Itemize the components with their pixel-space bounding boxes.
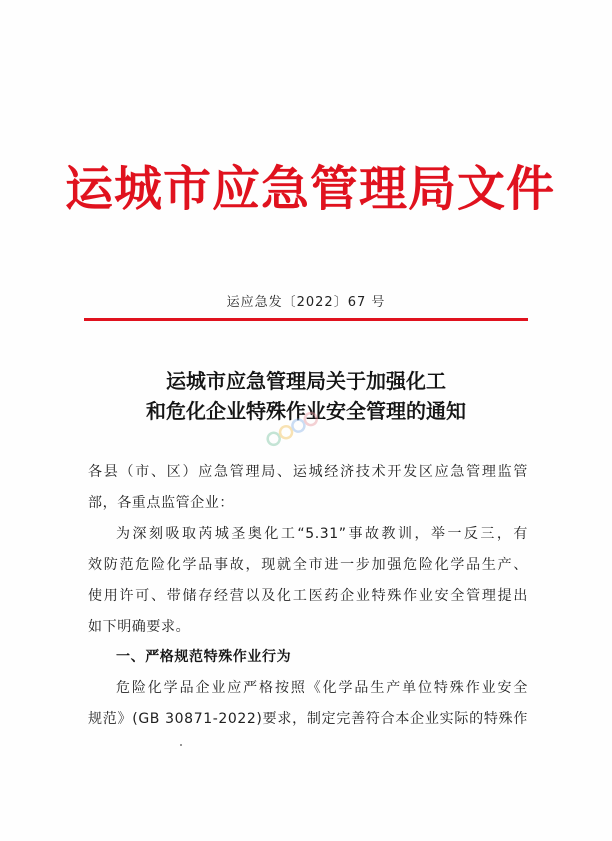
org-header-title: 运城市应急管理局文件 [64,161,555,217]
recipients-line-1: 各县（市、区）应急管理局、运城经济技术开发区应急管理监管 [88,464,528,480]
intro-paragraph-line-3: 使用许可、带储存经营以及化工医药企业特殊作业安全管理提出 [88,588,528,604]
document-number: 运应急发〔2022〕67 号 [226,295,386,310]
section-1-line-1: 危险化学品企业应严格按照《化学品生产单位特殊作业安全 [116,680,528,696]
document-title-line-2: 和危化企业特殊作业安全管理的通知 [146,399,466,423]
intro-paragraph-line-1: 为深刻吸取芮城圣奥化工“5.31”事故教训，举一反三，有 [116,526,528,542]
document-title-line-1: 运城市应急管理局关于加强化工 [166,369,446,393]
scan-dot [180,744,182,746]
recipients-line-2: 部，各重点监管企业： [88,495,234,511]
intro-paragraph-line-2: 效防范危险化学品事故，现就全市进一步加强危险化学品生产、 [88,557,528,573]
intro-paragraph-line-4: 如下明确要求。 [88,619,191,635]
section-1-line-2: 规范》(GB 30871-2022)要求，制定完善符合本企业实际的特殊作 [88,711,528,727]
red-divider-line [84,318,528,321]
section-1-heading: 一、严格规范特殊作业行为 [116,649,292,665]
